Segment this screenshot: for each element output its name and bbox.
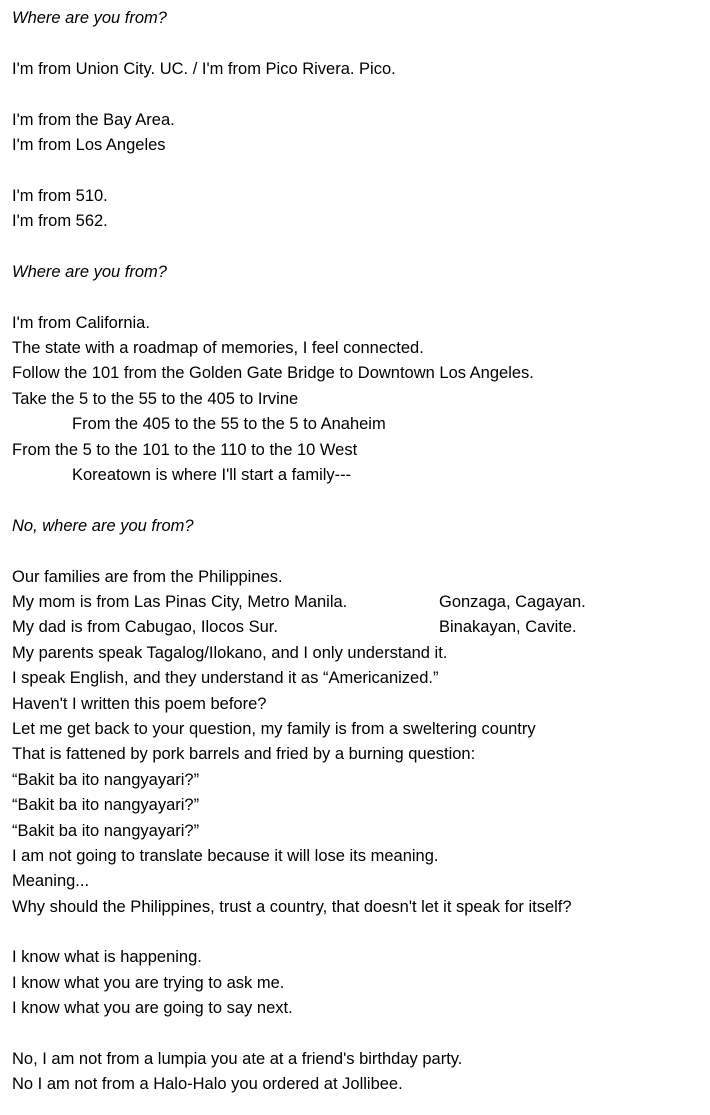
poem-line: I'm from 510.	[12, 186, 108, 205]
stanza-gap	[12, 82, 702, 107]
poem-line: The state with a roadmap of memories, I feel connected.	[12, 339, 424, 358]
poem-line-aside: Binakayan, Cavite.	[439, 618, 577, 637]
poem-line: Why should the Philippines, trust a country, that doesn't let it speak for itself?	[12, 897, 572, 916]
two-column-row	[12, 615, 702, 640]
poem-line: Meaning...	[12, 872, 90, 891]
stanza-gap	[12, 235, 702, 260]
poem-line-indented: From the 405 to the 55 to the 5 to Anaheim	[72, 415, 386, 434]
poem-line: “Bakit ba ito nangyayari?”	[12, 770, 200, 789]
stanza-gap	[12, 158, 702, 183]
poem-document	[12, 6, 702, 1098]
poem-line: My parents speak Tagalog/Ilokano, and I only understand it.	[12, 643, 448, 662]
question-line: Where are you from?	[12, 9, 167, 27]
poem-line: I am not going to translate because it will lose its meaning.	[12, 846, 439, 865]
question-line: No, where are you from?	[12, 516, 194, 535]
poem-line: Our families are from the Philippines.	[12, 567, 283, 586]
poem-line-aside: Gonzaga, Cagayan.	[439, 592, 586, 611]
poem-line: I know what you are going to say next.	[12, 999, 293, 1018]
poem-line: My mom is from Las Pinas City, Metro Manila.	[12, 592, 348, 611]
poem-line: My dad is from Cabugao, Ilocos Sur.	[12, 618, 278, 637]
poem-line: No, I am not from a lumpia you ate at a friend's birthday party.	[12, 1050, 463, 1069]
poem-line: From the 5 to the 101 to the 110 to the 10 West	[12, 440, 358, 459]
poem-line: “Bakit ba ito nangyayari?”	[12, 796, 200, 815]
poem-line: I'm from the Bay Area.	[12, 110, 175, 129]
poem-line: I know what you are trying to ask me.	[12, 973, 285, 992]
poem-line: I speak English, and they understand it as “Americanized.”	[12, 669, 439, 688]
poem-line-indented: Koreatown is where I'll start a family---	[72, 466, 352, 485]
poem-line: I'm from 562.	[12, 212, 108, 231]
stanza-gap	[12, 1022, 702, 1047]
poem-line: “Bakit ba ito nangyayari?”	[12, 821, 200, 840]
two-column-row	[12, 590, 702, 615]
poem-line: I'm from California.	[12, 313, 150, 332]
stanza-gap	[12, 488, 702, 513]
stanza-gap	[12, 539, 702, 564]
poem-line: Follow the 101 from the Golden Gate Bridge to Downtown Los Angeles.	[12, 364, 534, 383]
poem-line: Haven't I written this poem before?	[12, 694, 267, 713]
poem-line: Let me get back to your question, my family is from a sweltering country	[12, 719, 536, 738]
poem-line: Take the 5 to the 55 to the 405 to Irvine	[12, 389, 299, 408]
poem-line: That is fattened by pork barrels and fried by a burning question:	[12, 745, 476, 764]
stanza-gap	[12, 285, 702, 310]
poem-line: I'm from Los Angeles	[12, 135, 166, 154]
poem-line: I'm from Union City. UC. / I'm from Pico Rivera. Pico.	[12, 59, 396, 78]
stanza-gap	[12, 31, 702, 56]
poem-line: I know what is happening.	[12, 948, 202, 967]
question-line: Where are you from?	[12, 262, 167, 281]
poem-line: No I am not from a Halo-Halo you ordered at Jollibee.	[12, 1075, 403, 1094]
stanza-gap	[12, 920, 702, 945]
